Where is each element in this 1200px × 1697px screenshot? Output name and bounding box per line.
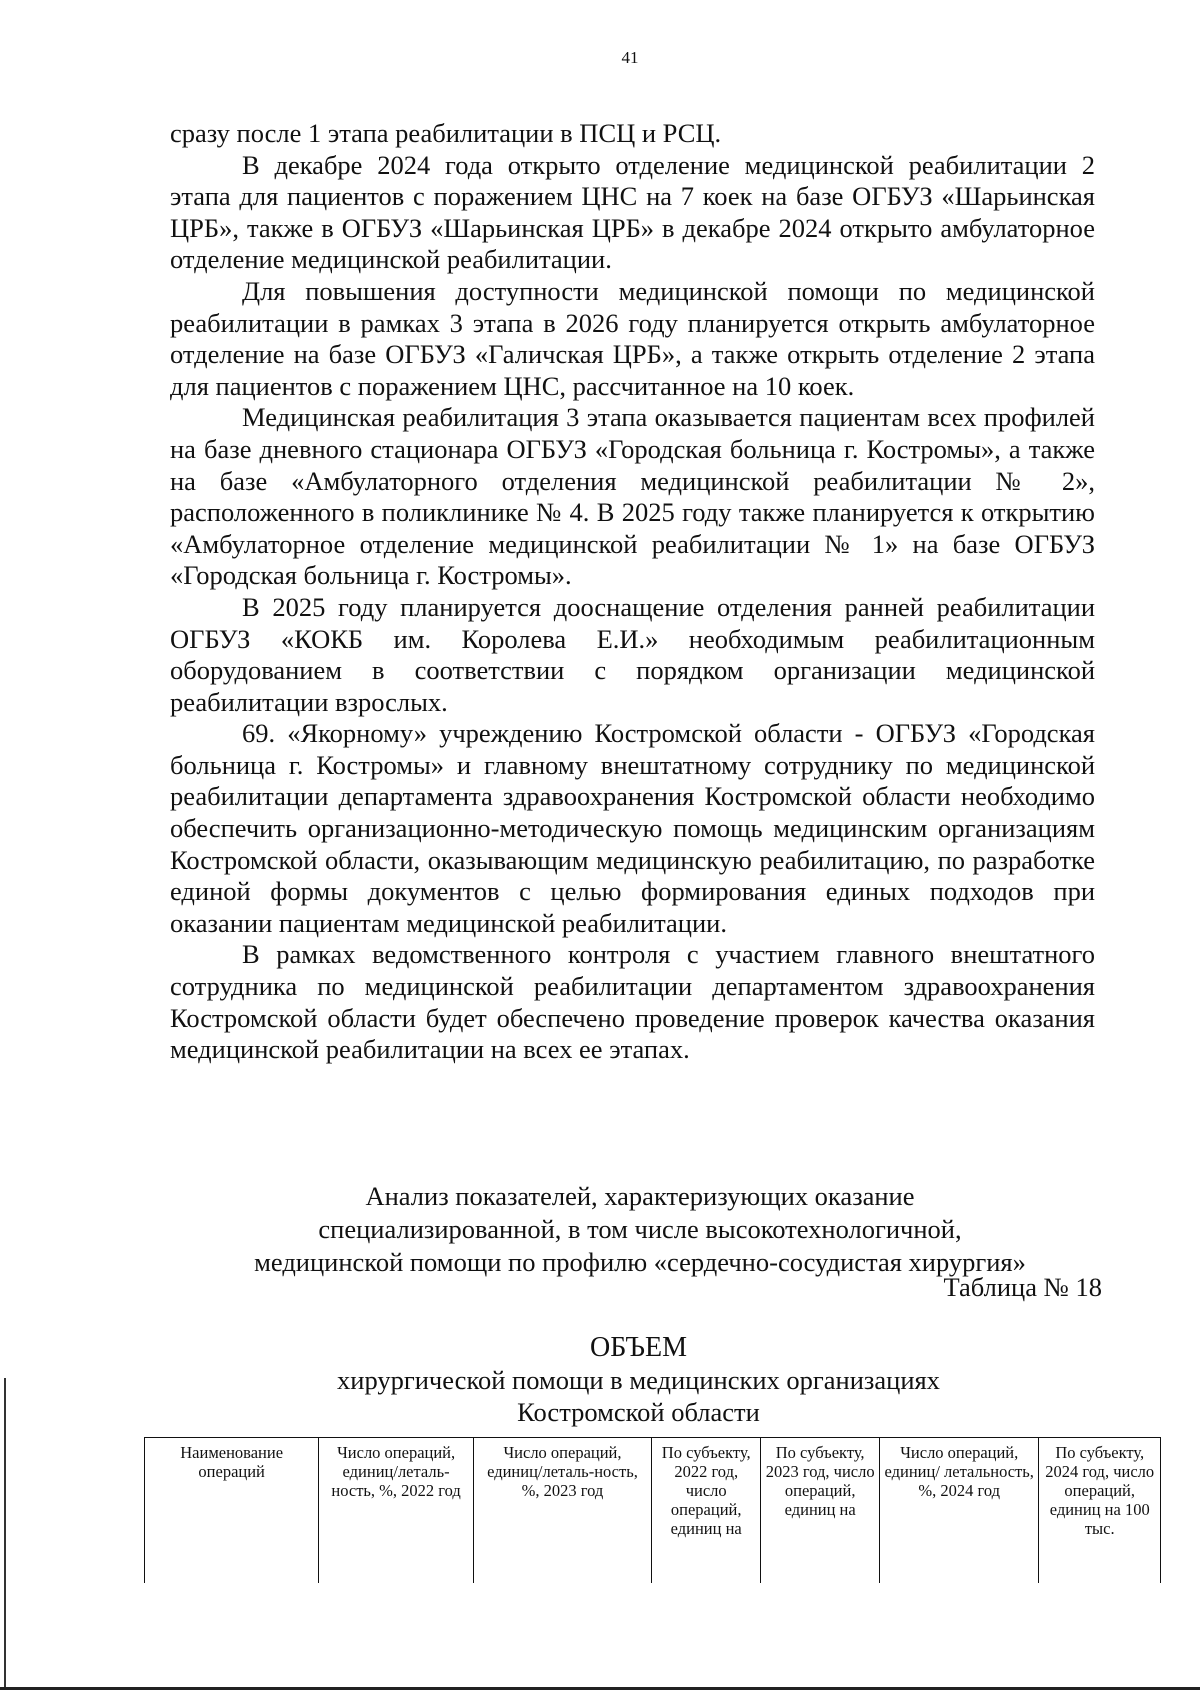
paragraph: Медицинская реабилитация 3 этапа оказывается пациентам всех профилей на базе дневного стационара ОГБУЗ «Городская больница г. Костромы», а также на базе «Амбулаторного отделения медицинской реабилитации № 2», расположенного в поликлинике № 4. В 2025 году также планируется к открытию «Амбулаторное отделение медицинской реабилитации № 1» на базе ОГБУЗ «Городская больница г. Костромы». — [170, 402, 1095, 591]
paragraph: сразу после 1 этапа реабилитации в ПСЦ и РСЦ. — [170, 118, 722, 148]
table-title-heading: ОБЪЕМ — [589, 1332, 687, 1363]
table-header-row — [145, 1438, 1161, 1584]
paragraph: В декабре 2024 года открыто отделение медицинской реабилитации 2 этапа для пациентов с поражением ЦНС на 7 коек на базе ОГБУЗ «Шарьинская ЦРБ», также в ОГБУЗ «Шарьинская ЦРБ» в декабре 2024 открыто амбулаторное отделение медицинской реабилитации. — [170, 149, 1095, 275]
table-label: Таблица № 18 — [943, 1272, 1102, 1302]
table-header-cell: По субъекту, 2024 год, число операций, единиц на 100 тыс. — [1039, 1438, 1161, 1584]
table-title-line: хирургической помощи в медицинских организациях — [337, 1365, 940, 1395]
paragraph: 69. «Якорному» учреждению Костромской области - ОГБУЗ «Городская больница г. Костромы» и главному внештатному сотруднику по медицинской реабилитации департамента здравоохранения Костромской области необходимо обеспечить организационно-методическую помощь медицинским организациям Костромской области, оказывающим медицинскую реабилитацию, по разработке единой формы документов с целью формирования единых подходов при оказании пациентам медицинской реабилитации. — [170, 718, 1095, 938]
operations-table — [144, 1437, 1161, 1583]
paragraph: Для повышения доступности медицинской помощи по медицинской реабилитации в рамках 3 этапа в 2026 году планируется открыть амбулаторное отделение на базе ОГБУЗ «Галичская ЦРБ», а также открыть отделение 2 этапа для пациентов с поражением ЦНС, рассчитанное на 10 коек. — [170, 275, 1095, 401]
table-header-cell: Число операций, единиц/леталь-ность, %, 2023 год — [473, 1438, 651, 1584]
table-header-cell: По субъекту, 2023 год, число операций, единиц на — [761, 1438, 880, 1584]
scan-edge-line — [0, 1687, 1200, 1690]
section-title-line: медицинской помощи по профилю «сердечно-сосудистая хирургия» — [254, 1247, 1026, 1277]
paragraph: В 2025 году планируется дооснащение отделения ранней реабилитации ОГБУЗ «КОКБ им. Королева Е.И.» необходимым реабилитационным оборудованием в соответствии с порядком организации медицинской реабилитации взрослых. — [170, 591, 1095, 717]
scan-edge-line — [4, 1378, 6, 1690]
table-header-cell: По субъекту, 2022 год, число операций, единиц на — [652, 1438, 761, 1584]
table-title — [0, 1332, 1200, 1428]
section-title-line: специализированной, в том числе высокотехнологичной, — [318, 1214, 962, 1244]
table-title-line: Костромской области — [517, 1397, 760, 1427]
table-header-cell: Число операций, единиц/леталь-ность, %, 2022 год — [319, 1438, 474, 1584]
section-title — [210, 1180, 1070, 1279]
paragraph: В рамках ведомственного контроля с участием главного внештатного сотрудника по медицинской реабилитации департаментом здравоохранения Костромской области будет обеспечено проведение проверок качества оказания медицинской реабилитации на всех ее этапах. — [170, 939, 1095, 1065]
table-header-cell: Наименование операций — [145, 1438, 319, 1584]
page-number: 41 — [621, 48, 639, 67]
section-title-line: Анализ показателей, характеризующих оказание — [365, 1181, 915, 1211]
body-text — [170, 118, 1095, 1066]
table-header-cell: Число операций, единиц/ летальность, %, 2024 год — [880, 1438, 1039, 1584]
